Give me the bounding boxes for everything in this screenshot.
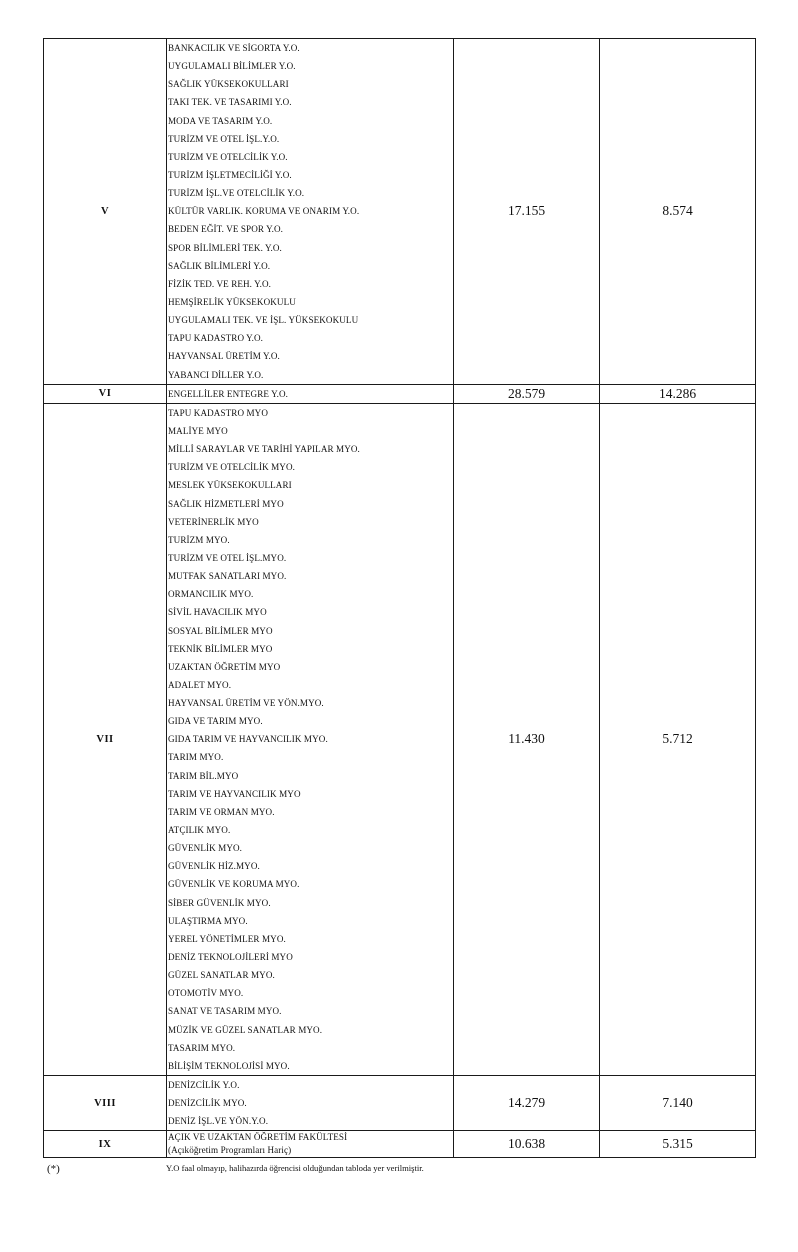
unit-name: DENİZ TEKNOLOJİLERİ MYO [168,952,293,963]
unit-name: DENİZCİLİK MYO. [168,1098,247,1109]
unit-name: UYGULAMALI BİLİMLER Y.O. [168,61,296,72]
unit-name: UZAKTAN ÖĞRETİM MYO [168,661,281,672]
unit-name: TEKNİK BİLİMLER MYO [168,643,273,654]
unit-name: BİLİŞİM TEKNOLOJİSİ MYO. [168,1060,290,1071]
unit-name: SOSYAL BİLİMLER MYO [168,625,273,636]
group-code: IX [44,1131,167,1158]
unit-name: SANAT VE TASARIM MYO. [168,1006,282,1017]
value-2: 14.286 [600,384,756,403]
unit-name: OTOMOTİV MYO. [168,988,244,999]
unit-name: ENGELLİLER ENTEGRE Y.O. [168,388,288,399]
value-1: 17.155 [454,39,600,385]
unit-name: SİVİL HAVACILIK MYO [168,607,267,618]
unit-name: MÜZİK VE GÜZEL SANATLAR MYO. [168,1024,323,1035]
unit-name: GÜVENLİK VE KORUMA MYO. [168,879,300,890]
unit-name: GÜVENLİK MYO. [168,843,243,854]
value-1: 10.638 [454,1131,600,1158]
footnote-mark: (*) [47,1163,60,1175]
unit-name: FİZİK TED. VE REH. Y.O. [168,278,272,289]
value-2: 5.712 [600,403,756,1075]
value-2: 8.574 [600,39,756,385]
unit-name: TARIM BİL.MYO [168,770,239,781]
unit-name: ATÇILIK MYO. [168,825,231,836]
unit-list [168,1131,453,1157]
unit-list [168,1076,453,1130]
unit-name: GÜZEL SANATLAR MYO. [168,970,275,981]
unit-list [168,39,453,384]
unit-name: BANKACILIK VE SİGORTA Y.O. [168,43,300,53]
unit-name: TAKI TEK. VE TASARIMI Y.O. [168,97,292,108]
unit-name: TASARIM MYO. [168,1042,236,1053]
unit-name: TARIM VE ORMAN MYO. [168,806,275,817]
unit-name: AÇIK VE UZAKTAN ÖĞRETİM FAKÜLTESİ [168,1132,348,1143]
table-row [44,1131,756,1158]
group-code: VI [44,384,167,403]
unit-name: TURİZM VE OTELCİLİK MYO. [168,462,296,473]
unit-list-cell [167,384,454,403]
unit-name: BEDEN EĞİT. VE SPOR Y.O. [168,224,283,235]
unit-list [168,385,453,403]
table-row [44,1076,756,1131]
table-row [44,39,756,385]
unit-name: ADALET MYO. [168,679,232,690]
unit-name: ULAŞTIRMA MYO. [168,915,248,926]
value-1: 11.430 [454,403,600,1075]
unit-name: ORMANCILIK MYO. [168,589,254,600]
unit-name: UYGULAMALI TEK. VE İŞL. YÜKSEKOKULU [168,315,359,326]
unit-name: TURİZM İŞL.VE OTELCİLİK Y.O. [168,188,305,199]
unit-name: TURİZM VE OTEL İŞL.MYO. [168,552,287,563]
unit-name: MODA VE TASARIM Y.O. [168,115,273,126]
unit-name: HAYVANSAL ÜRETİM VE YÖN.MYO. [168,698,324,709]
unit-name: TURİZM İŞLETMECİLİĞİ Y.O. [168,169,292,180]
unit-name: VETERİNERLİK MYO [168,516,259,527]
value-2: 5.315 [600,1131,756,1158]
unit-name: MİLLİ SARAYLAR VE TARİHİ YAPILAR MYO. [168,444,360,455]
unit-name: SPOR BİLİMLERİ TEK. Y.O. [168,242,282,253]
unit-name: YEREL YÖNETİMLER MYO. [168,933,286,944]
value-1: 28.579 [454,384,600,403]
unit-list-cell [167,1076,454,1131]
unit-name: TAPU KADASTRO Y.O. [168,333,264,344]
unit-name: MALİYE MYO [168,425,228,436]
unit-name: TARIM MYO. [168,752,224,763]
unit-name: TURİZM MYO. [168,534,230,545]
unit-fee-table [43,38,756,1158]
unit-list-cell [167,403,454,1075]
unit-name: TAPU KADASTRO MYO [168,407,268,418]
unit-name: DENİZ İŞL.VE YÖN.Y.O. [168,1116,269,1127]
unit-name: SAĞLIK YÜKSEKOKULLARI [168,79,289,90]
unit-list-cell [167,1131,454,1158]
unit-name: KÜLTÜR VARLIK. KORUMA VE ONARIM Y.O. [168,206,360,217]
unit-name: DENİZCİLİK Y.O. [168,1080,240,1091]
value-2: 7.140 [600,1076,756,1131]
unit-name: TURİZM VE OTELCİLİK Y.O. [168,151,288,162]
unit-name: (Açıköğretim Programları Hariç) [168,1145,292,1156]
group-code: VIII [44,1076,167,1131]
unit-name: GÜVENLİK HİZ.MYO. [168,861,260,872]
unit-name: MESLEK YÜKSEKOKULLARI [168,480,292,491]
unit-name: HAYVANSAL ÜRETİM Y.O. [168,351,280,362]
footnote-text: Y.O faal olmayıp, halihazırda öğrencisi olduğundan tabloda yer verilmiştir. [166,1163,424,1173]
unit-name: MUTFAK SANATLARI MYO. [168,571,287,582]
unit-name: SİBER GÜVENLİK MYO. [168,897,271,908]
value-1: 14.279 [454,1076,600,1131]
unit-name: SAĞLIK BİLİMLERİ Y.O. [168,260,271,271]
unit-list [168,404,453,1075]
unit-name: GIDA TARIM VE HAYVANCILIK MYO. [168,734,328,745]
unit-name: YABANCI DİLLER Y.O. [168,369,264,380]
table-row [44,403,756,1075]
unit-list-cell [167,39,454,385]
unit-name: GIDA VE TARIM MYO. [168,716,263,727]
group-code: VII [44,403,167,1075]
unit-name: TURİZM VE OTEL İŞL.Y.O. [168,133,280,144]
unit-name: HEMŞİRELİK YÜKSEKOKULU [168,296,296,307]
group-code: V [44,39,167,385]
unit-name: TARIM VE HAYVANCILIK MYO [168,788,301,799]
unit-name: SAĞLIK HİZMETLERİ MYO [168,498,284,509]
table-row [44,384,756,403]
